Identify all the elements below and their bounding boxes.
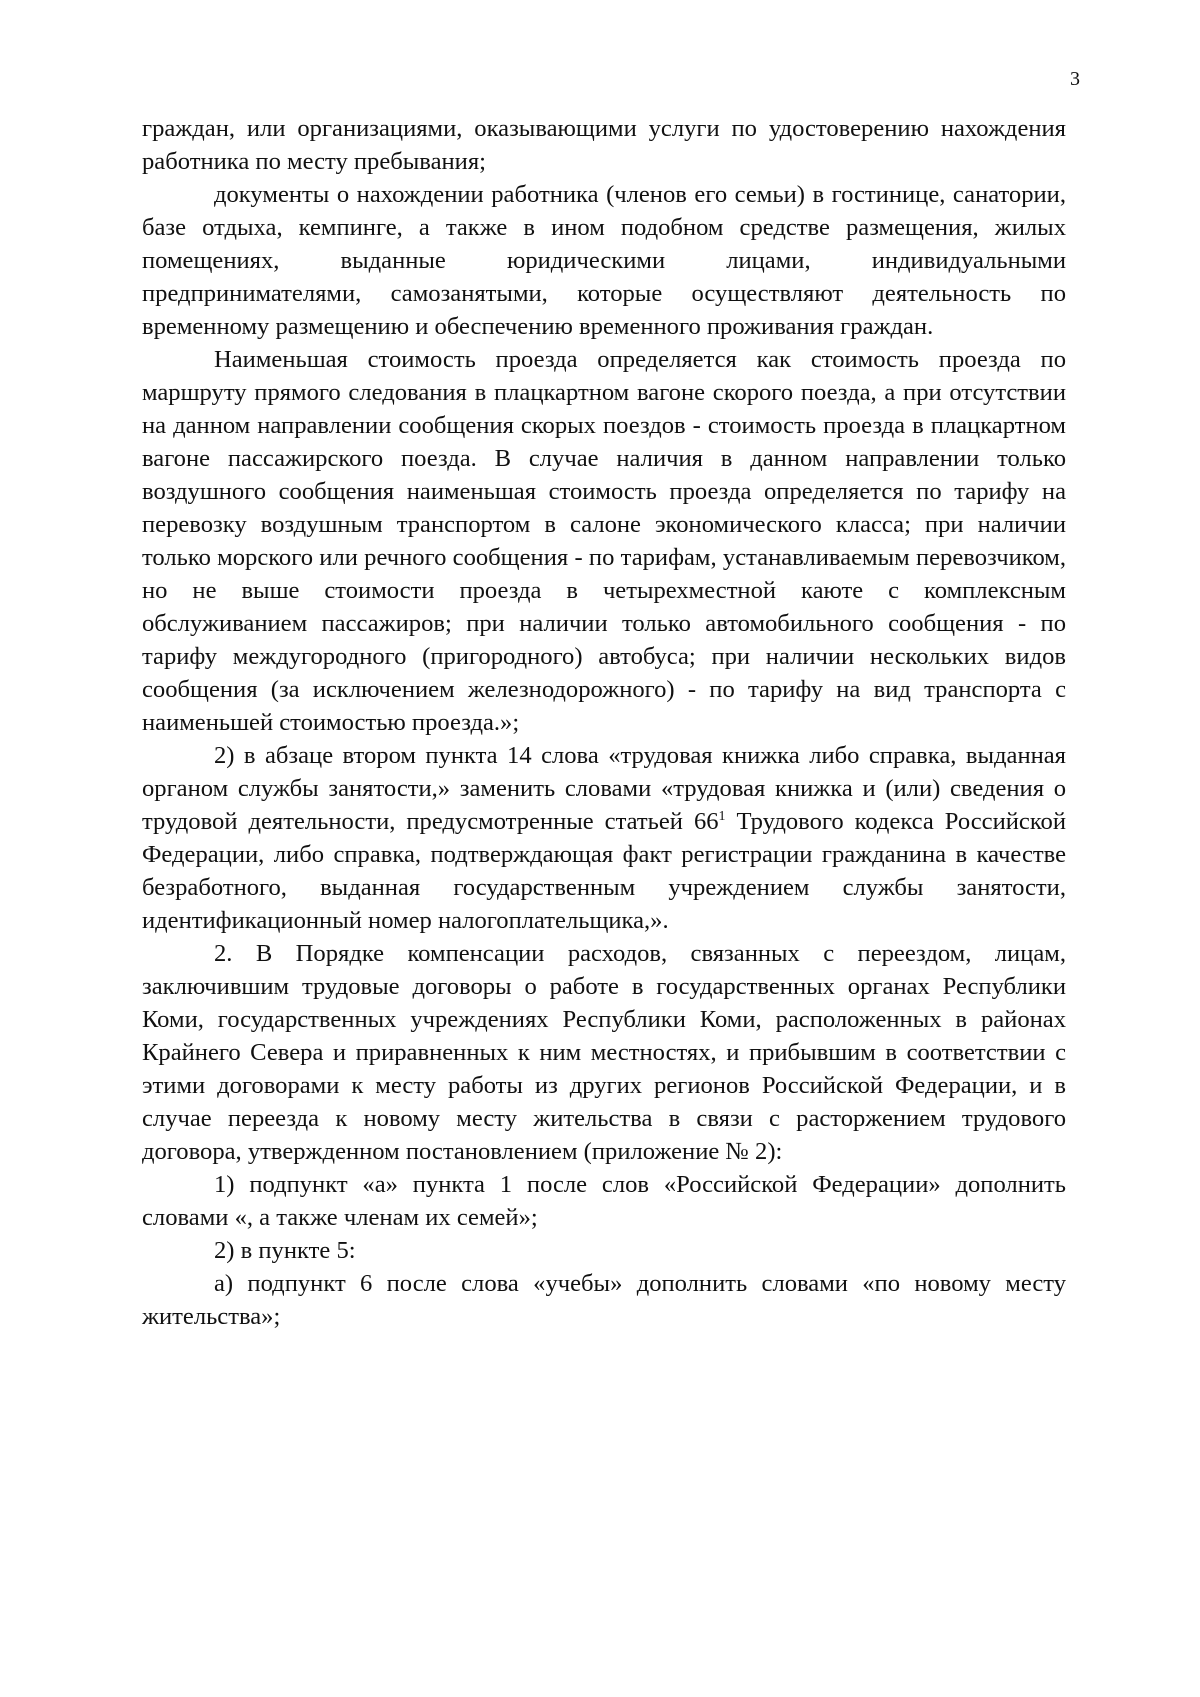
document-body bbox=[142, 112, 1066, 1333]
paragraph-continuation: граждан, или организациями, оказывающими услуги по удостоверению нахождения работника по месту пребывания; bbox=[142, 115, 1066, 175]
paragraph-item-2-text-before: 2) в абзаце втором пункта 14 слова «трудовая книжка либо справка, выданная органом службы занятости,» заменить словами «трудовая книжка и (или) сведения о трудовой деятельности, предусмотренные статьей 66 bbox=[142, 742, 1066, 835]
paragraph-subitem-2: 2) в пункте 5: bbox=[214, 1237, 356, 1264]
paragraph-subitem-a: а) подпункт 6 после слова «учебы» дополнить словами «по новому месту жительства»; bbox=[142, 1270, 1066, 1330]
paragraph-section-2: 2. В Порядке компенсации расходов, связанных с переездом, лицам, заключившим трудовые договоры о работе в государственных органах Республики Коми, государственных учреждениях Республики Коми, расположенных в районах Крайнего Севера и приравненных к ним местностях, и прибывшим в соответствии с этими договорами к месту работы из других регионов Российской Федерации, и в случае переезда к новому месту жительства в связи с расторжением трудового договора, утвержденном постановлением (приложение № 2): bbox=[142, 940, 1066, 1165]
paragraph-subitem-1: 1) подпункт «а» пункта 1 после слов «Российской Федерации» дополнить словами «, а также членам их семей»; bbox=[142, 1171, 1066, 1231]
paragraph-item-2-text-after: Трудового кодекса Российской Федерации, либо справка, подтверждающая факт регистрации гражданина в качестве безработного, выданная государственным учреждением службы занятости, идентификационный номер налогоплательщика,». bbox=[142, 808, 1066, 934]
paragraph-lowest-fare: Наименьшая стоимость проезда определяется как стоимость проезда по маршруту прямого следования в плацкартном вагоне скорого поезда, а при отсутствии на данном направлении сообщения скорых поездов - стоимость проезда в плацкартном вагоне пассажирского поезда. В случае наличия в данном направлении только воздушного сообщения наименьшая стоимость проезда определяется по тарифу на перевозку воздушным транспортом в салоне экономического класса; при наличии только морского или речного сообщения - по тарифам, устанавливаемым перевозчиком, но не выше стоимости проезда в четырехместной каюте с комплексным обслуживанием пассажиров; при наличии только автомобильного сообщения - по тарифу междугородного (пригородного) автобуса; при наличии нескольких видов сообщения (за исключением железнодорожного) - по тарифу на вид транспорта с наименьшей стоимостью проезда.»; bbox=[142, 346, 1066, 736]
paragraph-item-2-point-14 bbox=[142, 739, 1066, 937]
superscript-index: 1 bbox=[718, 808, 726, 824]
paragraph-documents-accommodation: документы о нахождении работника (членов его семьи) в гостинице, санатории, базе отдыха, кемпинге, а также в ином подобном средстве размещения, жилых помещениях, выданные юридическими лицами, индивидуальными предпринимателями, самозанятыми, которые осуществляют деятельность по временному размещению и обеспечению временного проживания граждан. bbox=[142, 181, 1066, 340]
page-number: 3 bbox=[1070, 68, 1080, 90]
